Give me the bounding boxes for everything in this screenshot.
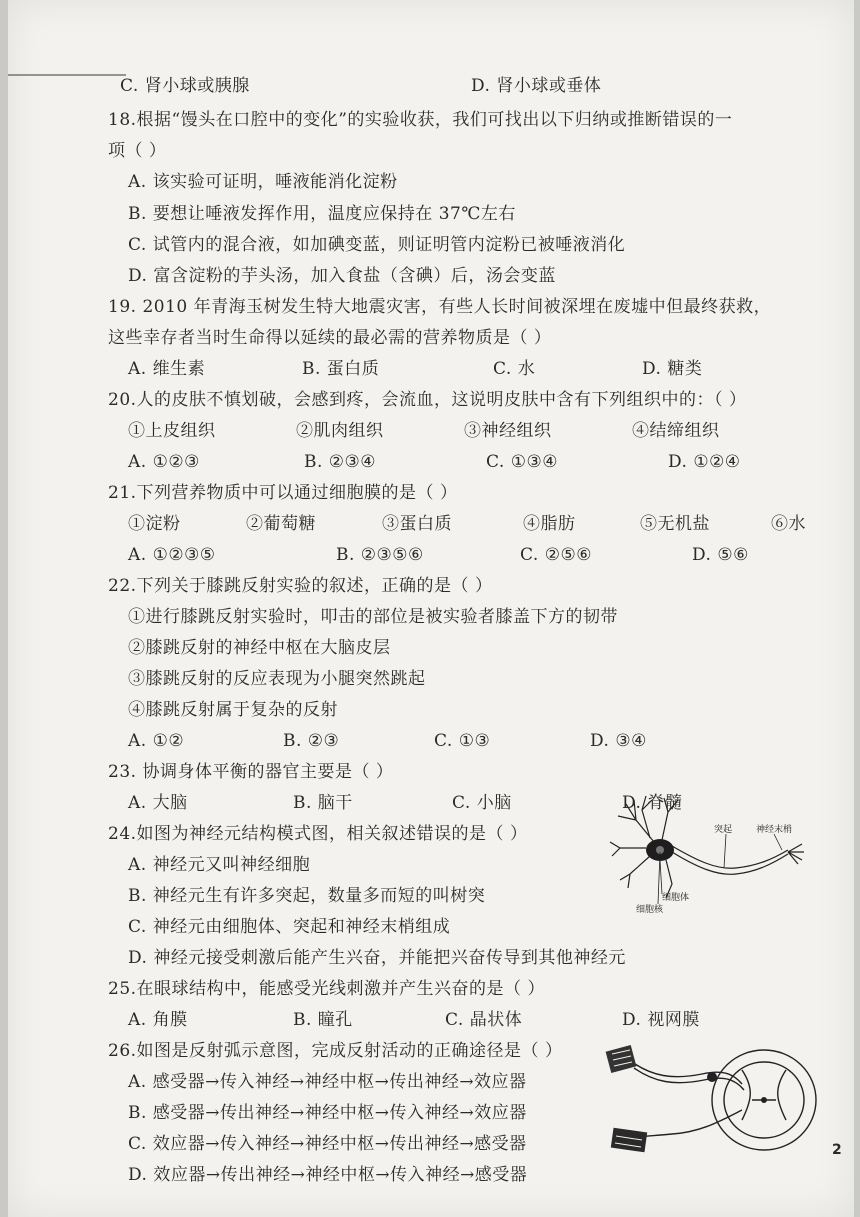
text-line: D. ⑤⑥ bbox=[692, 545, 749, 565]
neuron-label-nerve-ending: 神经末梢 bbox=[756, 825, 793, 835]
text-line: B. ②③⑤⑥ bbox=[336, 545, 424, 565]
text-line: C. 晶状体 bbox=[445, 1010, 523, 1030]
text-line: B. 神经元生有许多突起，数量多而短的叫树突 bbox=[128, 886, 486, 906]
text-line: C. 效应器→传入神经→神经中枢→传出神经→感受器 bbox=[128, 1134, 527, 1154]
text-line: ⑥水 bbox=[771, 514, 806, 534]
text-line: ⑤无机盐 bbox=[640, 514, 710, 534]
text-line: 19. 2010 年青海玉树发生特大地震灾害，有些人长时间被深埋在废墟中但最终获救， bbox=[108, 297, 772, 317]
text-line: D. 效应器→传出神经→神经中枢→传入神经→感受器 bbox=[128, 1165, 528, 1185]
text-line: 21.下列营养物质中可以通过细胞膜的是（ ） bbox=[108, 483, 458, 503]
text-line: C. 试管内的混合液，如加碘变蓝，则证明管内淀粉已被唾液消化 bbox=[128, 235, 626, 255]
text-line: C. 肾小球或胰腺 bbox=[120, 76, 250, 96]
top-rule bbox=[8, 74, 126, 76]
text-line: C. ①③ bbox=[434, 731, 491, 751]
neuron-label-nucleus: 细胞核 bbox=[636, 905, 664, 915]
text-line: ②肌肉组织 bbox=[296, 421, 384, 441]
text-line: C. 水 bbox=[493, 359, 536, 379]
text-line: 25.在眼球结构中，能感受光线刺激并产生兴奋的是（ ） bbox=[108, 979, 545, 999]
text-line: D. 富含淀粉的芋头汤，加入食盐（含碘）后，汤会变蓝 bbox=[128, 266, 556, 286]
neuron-label-cell-body: 细胞体 bbox=[662, 893, 690, 903]
text-line: A. ①②③ bbox=[128, 452, 200, 472]
text-line: D. 糖类 bbox=[642, 359, 703, 379]
text-line: ①上皮组织 bbox=[128, 421, 216, 441]
text-line: A. 角膜 bbox=[128, 1010, 188, 1030]
text-line: ④结缔组织 bbox=[632, 421, 720, 441]
text-line: 22.下列关于膝跳反射实验的叙述，正确的是（ ） bbox=[108, 576, 493, 596]
text-line: D. 神经元接受刺激后能产生兴奋，并能把兴奋传导到其他神经元 bbox=[128, 948, 626, 968]
text-line: ①淀粉 bbox=[128, 514, 181, 534]
text-line: 这些幸存者当时生命得以延续的最必需的营养物质是（ ） bbox=[108, 328, 552, 348]
text-line: A. 感受器→传入神经→神经中枢→传出神经→效应器 bbox=[128, 1072, 527, 1092]
text-line: B. 要想让唾液发挥作用，温度应保持在 37℃左右 bbox=[128, 204, 516, 224]
text-line: A. ①②③⑤ bbox=[128, 545, 216, 565]
text-line: B. 脑干 bbox=[293, 793, 353, 813]
text-line: C. 小脑 bbox=[452, 793, 512, 813]
text-line: C. ②⑤⑥ bbox=[520, 545, 592, 565]
text-line: A. 该实验可证明，唾液能消化淀粉 bbox=[128, 172, 398, 192]
text-line: A. ①② bbox=[128, 731, 185, 751]
text-line: 18.根据“馒头在口腔中的变化”的实验收获，我们可找出以下归纳或推断错误的一 bbox=[108, 110, 733, 130]
text-line: B. 蛋白质 bbox=[302, 359, 380, 379]
text-line: D. 视网膜 bbox=[622, 1010, 700, 1030]
text-line: A. 维生素 bbox=[128, 359, 206, 379]
text-line: A. 神经元又叫神经细胞 bbox=[128, 855, 311, 875]
text-line: ③蛋白质 bbox=[382, 514, 452, 534]
neuron-label-protrusion: 突起 bbox=[714, 825, 733, 835]
text-line: ③神经组织 bbox=[464, 421, 552, 441]
text-line: 项（ ） bbox=[108, 141, 167, 161]
text-line: D. 肾小球或垂体 bbox=[471, 76, 602, 96]
text-line: ②膝跳反射的神经中枢在大脑皮层 bbox=[128, 638, 391, 658]
text-line: B. ②③ bbox=[283, 731, 340, 751]
text-line: B. ②③④ bbox=[304, 452, 377, 472]
text-line: 20.人的皮肤不慎划破，会感到疼，会流血，这说明皮肤中含有下列组织中的：（ ） bbox=[108, 390, 747, 410]
text-line: ②葡萄糖 bbox=[246, 514, 316, 534]
text-line: D. 脊髓 bbox=[622, 793, 683, 813]
neuron-diagram bbox=[606, 790, 816, 920]
text-line: D. ①②④ bbox=[668, 452, 741, 472]
text-line: 23. 协调身体平衡的器官主要是（ ） bbox=[108, 762, 394, 782]
text-line: D. ③④ bbox=[590, 731, 647, 751]
text-line: ④膝跳反射属于复杂的反射 bbox=[128, 700, 338, 720]
exam-paper bbox=[8, 0, 854, 1217]
text-line: 24.如图为神经元结构模式图，相关叙述错误的是（ ） bbox=[108, 824, 528, 844]
text-line: C. ①③④ bbox=[486, 452, 558, 472]
text-line: ③膝跳反射的反应表现为小腿突然跳起 bbox=[128, 669, 426, 689]
text-line: ④脂肪 bbox=[523, 514, 576, 534]
text-line: C. 神经元由细胞体、突起和神经末梢组成 bbox=[128, 917, 451, 937]
page-number: 2 bbox=[832, 1142, 842, 1158]
text-line: A. 大脑 bbox=[128, 793, 188, 813]
text-line: B. 瞳孔 bbox=[293, 1010, 353, 1030]
reflex-arc-diagram bbox=[592, 1040, 832, 1160]
text-line: ①进行膝跳反射实验时，叩击的部位是被实验者膝盖下方的韧带 bbox=[128, 607, 618, 627]
text-line: 26.如图是反射弧示意图，完成反射活动的正确途径是（ ） bbox=[108, 1041, 563, 1061]
text-line: B. 感受器→传出神经→神经中枢→传入神经→效应器 bbox=[128, 1103, 527, 1123]
